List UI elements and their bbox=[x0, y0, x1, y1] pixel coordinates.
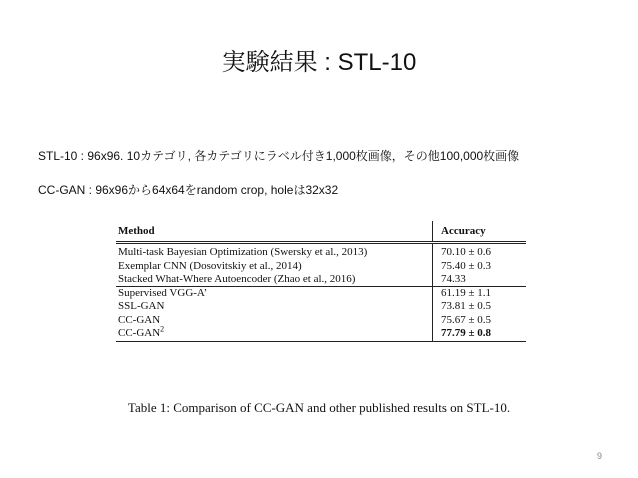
header-method: Method bbox=[118, 225, 155, 237]
dataset-description: STL-10 : 96x96. 10カテゴリ, 各カテゴリにラベル付き1,000枚画像，その他100,000枚画像 bbox=[38, 149, 520, 163]
results-table bbox=[116, 221, 526, 342]
method-text: CC-GAN bbox=[118, 327, 161, 340]
table-row bbox=[116, 260, 526, 273]
footnote-marker: 2 bbox=[160, 324, 165, 334]
method-cell: Multi-task Bayesian Optimization (Swersky et al., 2013) bbox=[118, 246, 368, 259]
accuracy-cell: 61.19 ± 1.1 bbox=[433, 287, 527, 301]
accuracy-cell: 75.67 ± 0.5 bbox=[433, 314, 527, 327]
table-row bbox=[116, 243, 526, 260]
table-caption: Table 1: Comparison of CC-GAN and other published results on STL-10. bbox=[127, 400, 511, 415]
accuracy-cell: 73.81 ± 0.5 bbox=[433, 300, 527, 313]
header-accuracy: Accuracy bbox=[433, 221, 527, 243]
table-row bbox=[116, 273, 526, 287]
cc-gan-setting: CC-GAN : 96x96から64x64をrandom crop, holeは32x32 bbox=[38, 183, 339, 197]
accuracy-cell: 74.33 bbox=[433, 273, 527, 287]
method-cell: CC-GAN bbox=[118, 313, 161, 326]
table-row bbox=[116, 287, 526, 301]
table-header-row bbox=[116, 221, 526, 243]
accuracy-cell: 70.10 ± 0.6 bbox=[433, 243, 527, 260]
page-number: 9 bbox=[596, 451, 602, 461]
method-cell: SSL-GAN bbox=[118, 300, 165, 313]
table-row bbox=[116, 327, 526, 342]
table-row bbox=[116, 300, 526, 313]
accuracy-cell: 75.40 ± 0.3 bbox=[433, 260, 527, 273]
slide-title: 実験結果 : STL-10 bbox=[221, 49, 417, 76]
method-cell: Stacked What-Where Autoencoder (Zhao et al., 2016) bbox=[116, 273, 433, 287]
method-cell: Supervised VGG-A’ bbox=[118, 287, 208, 300]
results-table-figure bbox=[116, 221, 526, 342]
accuracy-cell-best: 77.79 ± 0.8 bbox=[433, 327, 527, 342]
table-row bbox=[116, 314, 526, 327]
method-cell bbox=[116, 324, 433, 342]
method-cell: Exemplar CNN (Dosovitskiy et al., 2014) bbox=[118, 259, 302, 272]
